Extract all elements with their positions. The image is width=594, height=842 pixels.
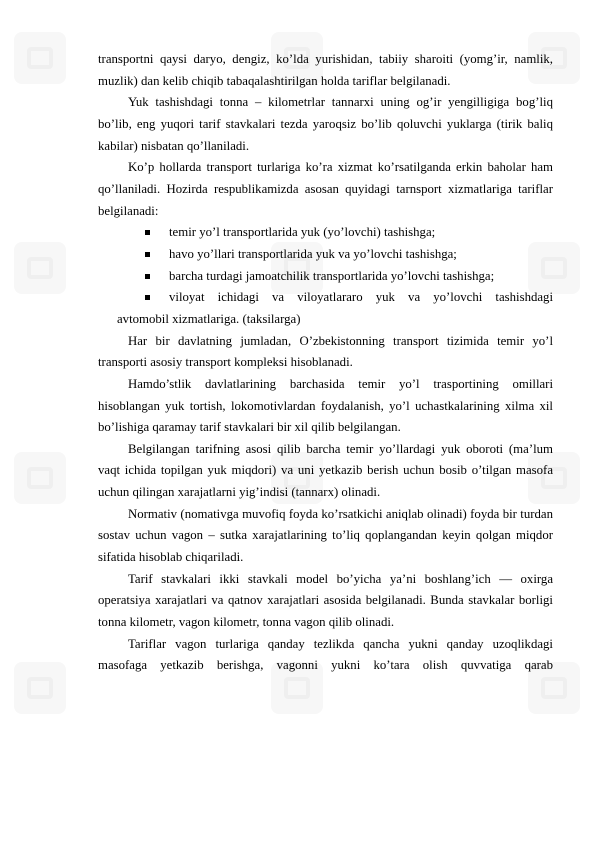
document-body (98, 49, 553, 677)
paragraph-1: transportni qaysi daryo, dengiz, ko’lda yurishidan, tabiiy sharoiti (yomg’ir, namlik, muzlik) dan kelib chiqib tabaqalashtirilgan holda tariflar belgilanadi. (98, 52, 553, 88)
document-icon (14, 32, 66, 84)
paragraph-2: Yuk tashishdagi tonna – kilometrlar tannarxi uning og’ir yengilligiga bog’liq bo’lib, eng yuqori tarif stavkalari tezda yaroqsiz bo’lib qoluvchi yuklarga (tirik baliq kabilar) nisbatan qo’llaniladi. (98, 95, 553, 153)
paragraph-7: Normativ (nomativga muvofiq foyda ko’rsatkichi aniqlab olinadi) foyda bir turdan sostav uchun vagon – sutka xarajatlarining to’liq qoplangandan keyin qolgan miqdor sifatida hisoblab chiqariladi. (98, 506, 553, 565)
list-item: viloyat ichidagi va viloyatlararo yuk va yo’lovchi tashishdagi (98, 287, 553, 309)
document-icon (14, 452, 66, 504)
list-item: havo yo’llari transportlarida yuk va yo’lovchi tashishga; (98, 244, 553, 266)
document-icon (14, 662, 66, 714)
list-item: temir yo’l transportlarida yuk (yo’lovchi) tashishga; (98, 222, 553, 244)
bullet-list (98, 222, 553, 309)
list-item: barcha turdagi jamoatchilik transportlarida yo’lovchi tashishga; (98, 266, 553, 288)
document-icon (14, 242, 66, 294)
list-continuation: avtomobil xizmatlariga. (taksilarga) (117, 311, 301, 326)
paragraph-6: Belgilangan tarifning asosi qilib barcha temir yo’llardagi yuk oboroti (ma’lum vaqt ichida topilgan yuk miqdori) va uni yetkazib berish uchun bosib o’tilgan masofa uchun qilingan xarajatlarni yig’indisi (tannarx) olinadi. (98, 441, 553, 500)
paragraph-9: Tariflar vagon turlariga qanday tezlikda qancha yukni qanday uzoqlikdagi masofaga yetkazib berishga, vagonni yukni ko’tara olish quvvatiga qarab (98, 636, 553, 673)
paragraph-3: Ko’p hollarda transport turlariga ko’ra xizmat ko’rsatilganda erkin baholar ham qo’llaniladi. Hozirda respublikamizda asosan quyidagi tarnsport xizmatlariga tariflar belgilanadi: (98, 160, 553, 218)
paragraph-8: Tarif stavkalari ikki stavkali model bo’yicha ya’ni boshlang’ich — oxirga operatsiya xarajatlari va qatnov xarajatlari asosida belgilanadi. Bunda stavkalar borligi tonna kilometr, vagon kilometr, tonna vagon qilib olinadi. (98, 571, 553, 630)
paragraph-4: Har bir davlatning jumladan, O’zbekistonning transport tizimida temir yo’l transporti asosiy transport kompleksi hisoblanadi. (98, 333, 553, 370)
paragraph-5: Hamdo’stlik davlatlarining barchasida temir yo’l trasportining omillari hisoblangan yuk tortish, lokomotivlardan foydalanish, yo’l uchastkalarining xilma xil bo’lishiga qaramay tarif stavkalari bir xil qilib belgilangan. (98, 376, 553, 435)
